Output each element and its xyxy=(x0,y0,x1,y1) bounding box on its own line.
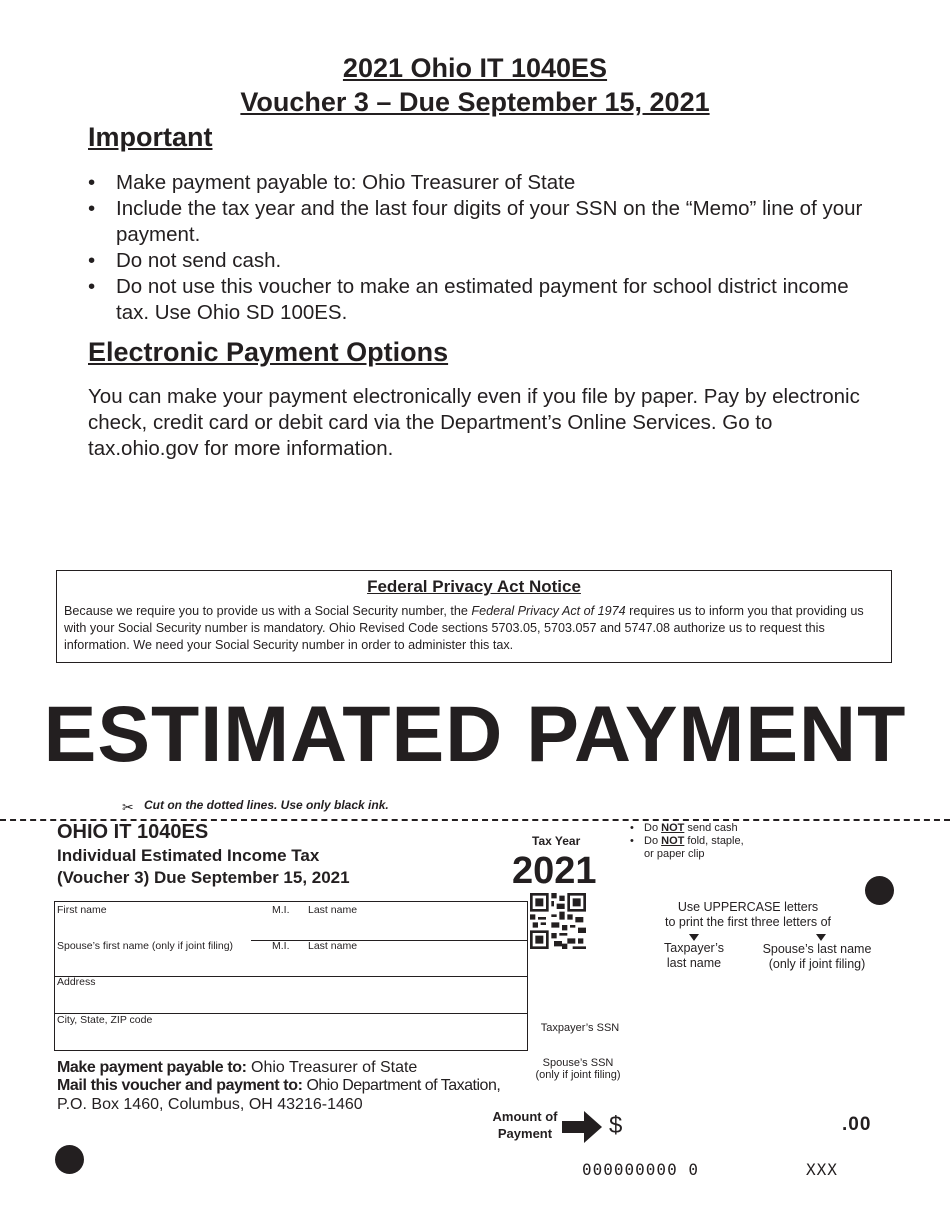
uppercase-instruction xyxy=(655,900,841,930)
amount-cents: .00 xyxy=(842,1114,872,1135)
privacy-heading: Federal Privacy Act Notice xyxy=(367,577,581,596)
do-not-list xyxy=(630,822,770,861)
mail-to: Mail this voucher and payment to: Ohio Department of Taxation, xyxy=(57,1077,501,1094)
registration-mark-icon xyxy=(55,1145,84,1174)
important-list xyxy=(88,170,878,326)
privacy-text: Because we require you to provide us with a Social Security number, the Federal Privacy Act of 1974 requires us to inform you that providing us with your Social Security number is mandatory. Ohio Revised Code sections 5703.05, 5703.057 and 5747.08 authorize us to request this information. We need your Social Security number in order to administer this tax. xyxy=(64,604,864,652)
registration-mark-icon xyxy=(865,876,894,905)
do-not-item: • Do NOT send cash xyxy=(630,822,770,835)
scanline-code: 000000000 0 xyxy=(582,1160,699,1179)
uppercase-line: to print the first three letters of xyxy=(664,915,832,929)
payable-to: Make payment payable to: Ohio Treasurer of State xyxy=(57,1059,418,1076)
amount-input[interactable] xyxy=(640,1110,835,1140)
electronic-text: You can make your payment electronically even if you file by paper. Pay by electronic check, credit card or debit card via the Department’s Online Services. Go to tax.ohio.gov for more information. xyxy=(88,385,860,460)
form-due-date: (Voucher 3) Due September 15, 2021 xyxy=(57,868,350,887)
tax-year-label: Tax Year xyxy=(532,834,581,848)
scissors-icon: ✂ xyxy=(122,799,134,815)
tax-year: 2021 xyxy=(512,850,597,892)
important-item: • Make payment payable to: Ohio Treasurer of State xyxy=(88,170,878,196)
arrow-down-icon xyxy=(816,934,826,941)
first-name-field[interactable]: First name xyxy=(57,904,107,916)
privacy-notice-box xyxy=(56,570,892,663)
dollar-sign: $ xyxy=(609,1112,623,1139)
form-subtitle: Individual Estimated Income Tax xyxy=(57,846,320,865)
page-subtitle: Voucher 3 – Due September 15, 2021 xyxy=(240,87,710,117)
spouse-ssn-label: Spouse’s SSN (only if joint filing) xyxy=(535,1057,621,1081)
electronic-heading: Electronic Payment Options xyxy=(88,337,449,367)
address-field[interactable]: Address xyxy=(57,976,96,988)
arrow-down-icon xyxy=(689,934,699,941)
field-divider xyxy=(55,976,527,977)
city-state-zip-field[interactable]: City, State, ZIP code xyxy=(57,1014,153,1026)
estimated-payment-banner: ESTIMATED PAYMENT xyxy=(43,689,907,778)
arrow-right-icon xyxy=(562,1111,602,1143)
important-item: • Do not use this voucher to make an estimated payment for school district income tax. Use Ohio SD 100ES. xyxy=(88,274,878,326)
taxpayer-info-box xyxy=(54,901,528,1051)
important-heading: Important xyxy=(88,122,213,152)
do-not-item: or paper clip xyxy=(644,848,705,860)
amount-of-payment-label: Amount of Payment xyxy=(492,1109,558,1141)
taxpayer-last-name-label: Taxpayer’s last name xyxy=(664,941,724,970)
spouse-last-name-label: Spouse’s last name (only if joint filing) xyxy=(762,942,872,971)
taxpayer-ssn-label: Taxpayer’s SSN xyxy=(540,1022,620,1034)
page-title: 2021 Ohio IT 1040ES xyxy=(342,53,608,83)
form-id: OHIO IT 1040ES xyxy=(57,821,209,843)
last-name-field[interactable]: Last name xyxy=(308,904,358,916)
mi-field[interactable]: M.I. xyxy=(272,904,290,916)
do-not-item: • Do NOT fold, staple, xyxy=(630,835,770,848)
qr-code-icon xyxy=(530,893,586,949)
spouse-first-name-field[interactable]: Spouse’s first name (only if joint filing) xyxy=(57,940,234,952)
spouse-mi-field[interactable]: M.I. xyxy=(272,940,290,952)
field-divider xyxy=(251,940,527,941)
spouse-last-name-field[interactable]: Last name xyxy=(308,940,358,952)
mail-address: P.O. Box 1460, Columbus, OH 43216-1460 xyxy=(57,1096,363,1113)
cut-note: Cut on the dotted lines. Use only black ink. xyxy=(144,798,389,812)
uppercase-line: Use UPPERCASE letters xyxy=(677,900,819,914)
important-item: • Include the tax year and the last four digits of your SSN on the “Memo” line of your payment. xyxy=(88,196,878,248)
important-item: • Do not send cash. xyxy=(88,248,878,274)
scanline-suffix: XXX xyxy=(806,1160,838,1179)
